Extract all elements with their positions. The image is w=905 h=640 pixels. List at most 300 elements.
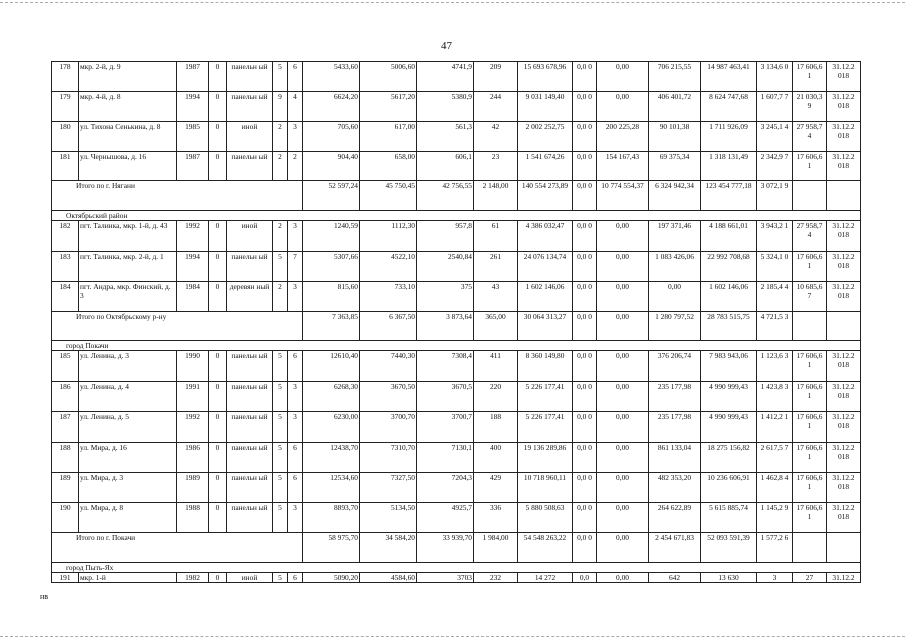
total-cell: 7 363,85 (303, 312, 360, 341)
table-row (52, 221, 861, 252)
table-cell: 9 (273, 92, 288, 122)
table-cell: 9 031 149,40 (518, 92, 573, 122)
table-cell: 12438,70 (303, 443, 360, 473)
table-cell: 5 615 885,74 (701, 503, 757, 533)
table-cell: 235 177,98 (649, 382, 701, 412)
table-cell: 5090,20 (303, 573, 360, 583)
table-cell: 21 030,3 9 (793, 92, 827, 122)
table-cell: 17 606,6 1 (793, 443, 827, 473)
table-cell: 0,0 0 (573, 443, 597, 473)
table-cell: 0 (209, 252, 227, 282)
table-row (52, 152, 861, 181)
table-cell: 31.12.2 018 (827, 252, 861, 282)
table-cell: мкр. 2-й, д. 9 (79, 62, 177, 92)
table-cell: 27 958,7 4 (793, 122, 827, 152)
table-cell: мкр. 4-й, д. 8 (79, 92, 177, 122)
table-cell: 31.12.2 018 (827, 152, 861, 181)
table-cell: 0,0 (573, 573, 597, 583)
table-cell: 6624,20 (303, 92, 360, 122)
table-cell: 8 624 747,68 (701, 92, 757, 122)
table-cell: 12610,40 (303, 351, 360, 382)
table-cell: 0,00 (597, 351, 649, 382)
total-cell: 34 584,20 (360, 533, 417, 563)
table-cell: 3 134,6 0 (757, 62, 793, 92)
table-row (52, 503, 861, 533)
table-cell: 705,60 (303, 122, 360, 152)
table-cell: 3 (288, 382, 303, 412)
total-row (52, 533, 861, 563)
table-cell: 17 606,6 1 (793, 503, 827, 533)
table-cell: 0,00 (597, 282, 649, 312)
table-cell: 19 136 289,86 (518, 443, 573, 473)
table-cell: ул. Ленина, д. 5 (79, 412, 177, 443)
total-cell: 0,0 0 (573, 312, 597, 341)
table-cell: 42 (474, 122, 518, 152)
table-cell: 2 (273, 282, 288, 312)
table-cell: иной (227, 122, 273, 152)
section-header: город Покачи (52, 341, 861, 351)
table-cell: 190 (52, 503, 79, 533)
table-cell: 3 943,2 1 (757, 221, 793, 252)
table-row (52, 351, 861, 382)
table-cell: ул. Ленина, д. 3 (79, 351, 177, 382)
table-cell: 1 462,8 4 (757, 473, 793, 503)
table-cell: 6 (288, 351, 303, 382)
table-cell: 10 685,6 7 (793, 282, 827, 312)
table-cell: пгт. Андра, мкр. Финский, д. 3 (79, 282, 177, 312)
table-cell: 376 206,74 (649, 351, 701, 382)
table-cell: 0 (209, 503, 227, 533)
table-cell: 0,0 0 (573, 152, 597, 181)
table-cell: 17 606,6 1 (793, 412, 827, 443)
table-cell: 1240,59 (303, 221, 360, 252)
table-cell: 0,00 (597, 382, 649, 412)
table-cell: 12534,60 (303, 473, 360, 503)
table-cell: 31.12.2 018 (827, 122, 861, 152)
total-cell: 58 975,70 (303, 533, 360, 563)
table-cell: 1 412,2 1 (757, 412, 793, 443)
table-cell: 220 (474, 382, 518, 412)
table-cell: 3670,5 (417, 382, 474, 412)
table-row (52, 573, 861, 583)
table-cell: 6 (288, 62, 303, 92)
table-cell: 1 123,6 3 (757, 351, 793, 382)
table-cell: 375 (417, 282, 474, 312)
table-cell: панельн ый (227, 473, 273, 503)
total-cell: 123 454 777,18 (701, 181, 757, 211)
table-cell: 0,0 0 (573, 412, 597, 443)
table-cell: 4925,7 (417, 503, 474, 533)
section-header: город Пыть-Ях (52, 563, 861, 573)
table-cell: 1984 (177, 282, 209, 312)
table-cell: 0 (209, 382, 227, 412)
total-cell: 1 577,2 6 (757, 533, 793, 563)
table-cell: 0 (209, 473, 227, 503)
total-cell: 6 367,50 (360, 312, 417, 341)
table-cell: 1 541 674,26 (518, 152, 573, 181)
table-cell: 4 (288, 92, 303, 122)
table-cell: панельн ый (227, 92, 273, 122)
table-cell: 4 990 999,43 (701, 382, 757, 412)
table-cell: 3700,7 (417, 412, 474, 443)
table-cell: 1 083 426,06 (649, 252, 701, 282)
table-cell: 5006,60 (360, 62, 417, 92)
table-cell: 0,00 (597, 412, 649, 443)
table-cell: иной (227, 221, 273, 252)
table-cell: 189 (52, 473, 79, 503)
table-cell: 0,00 (649, 282, 701, 312)
table-cell: 7308,4 (417, 351, 474, 382)
table-cell: 31.12.2 018 (827, 282, 861, 312)
total-label: Итого по Октябрьскому р-ну (52, 312, 303, 341)
table-cell: 482 353,20 (649, 473, 701, 503)
table-cell: 1982 (177, 573, 209, 583)
table-cell: 8893,70 (303, 503, 360, 533)
table-cell: 69 375,34 (649, 152, 701, 181)
table-cell: 406 401,72 (649, 92, 701, 122)
table-cell: 3 (288, 282, 303, 312)
table-cell: 0 (209, 92, 227, 122)
table-cell: 1987 (177, 62, 209, 92)
table-cell: 18 275 156,82 (701, 443, 757, 473)
table-cell: ул. Мира, д. 3 (79, 473, 177, 503)
table-cell: 0 (209, 443, 227, 473)
table-cell: 0 (209, 412, 227, 443)
table-cell: 1 602 146,06 (701, 282, 757, 312)
table-row (52, 473, 861, 503)
table-cell: 0,0 0 (573, 282, 597, 312)
table-cell: панельн ый (227, 412, 273, 443)
table-cell: панельн ый (227, 503, 273, 533)
table-cell: 188 (474, 412, 518, 443)
table-cell: мкр. 1-й (79, 573, 177, 583)
table-cell: ул. Мира, д. 8 (79, 503, 177, 533)
table-cell: 7 983 943,06 (701, 351, 757, 382)
table-cell: 5 (273, 573, 288, 583)
table-cell: 10 236 606,91 (701, 473, 757, 503)
table-cell: 17 606,6 1 (793, 382, 827, 412)
section-header-row (52, 211, 861, 221)
table-cell: 1994 (177, 252, 209, 282)
table-cell: 4 386 032,47 (518, 221, 573, 252)
total-row (52, 312, 861, 341)
table-row (52, 252, 861, 282)
table-cell: 5 (273, 382, 288, 412)
table-cell: 5 (273, 412, 288, 443)
table-cell: 0 (209, 122, 227, 152)
table-cell: 0,0 0 (573, 252, 597, 282)
table-cell: панельн ый (227, 152, 273, 181)
total-cell: 0,0 0 (573, 181, 597, 211)
table-cell: 10 718 960,11 (518, 473, 573, 503)
footer-mark: нв (40, 592, 49, 601)
top-edge-line (0, 2, 905, 3)
table-cell: 1 318 131,49 (701, 152, 757, 181)
table-cell: 3 (288, 412, 303, 443)
table-cell: пгт. Талинка, мкр. 1-й, д. 43 (79, 221, 177, 252)
table-cell: 957,8 (417, 221, 474, 252)
table-cell: 1 711 926,09 (701, 122, 757, 152)
table-cell: 7130,1 (417, 443, 474, 473)
table-cell: 5 226 177,41 (518, 382, 573, 412)
table-cell: 1994 (177, 92, 209, 122)
table-cell: 17 606,6 1 (793, 62, 827, 92)
table-cell: 23 (474, 152, 518, 181)
table-cell: 0,0 0 (573, 122, 597, 152)
total-cell: 52 093 591,39 (701, 533, 757, 563)
table-cell: 1987 (177, 152, 209, 181)
table-cell: 5134,50 (360, 503, 417, 533)
table-cell: 3670,50 (360, 382, 417, 412)
table-cell: 6 (288, 473, 303, 503)
table-cell: 0,00 (597, 92, 649, 122)
table-cell: 188 (52, 443, 79, 473)
table-cell: 0,00 (597, 573, 649, 583)
section-header-row (52, 341, 861, 351)
table-cell: 2 (273, 122, 288, 152)
table-cell: 6 (288, 443, 303, 473)
table-cell: 3 (288, 122, 303, 152)
table-cell: панельн ый (227, 252, 273, 282)
table-cell: 4741,9 (417, 62, 474, 92)
section-header-row (52, 563, 861, 573)
table-cell: 5380,9 (417, 92, 474, 122)
table-cell: 2 617,5 7 (757, 443, 793, 473)
table-cell: 7327,50 (360, 473, 417, 503)
table-cell: 13 630 (701, 573, 757, 583)
table-cell: деревян ный (227, 282, 273, 312)
table-cell: 17 606,6 1 (793, 473, 827, 503)
table-cell: 0 (209, 282, 227, 312)
table-cell: 6 (288, 573, 303, 583)
table-cell: 2 002 252,75 (518, 122, 573, 152)
table-cell: 815,60 (303, 282, 360, 312)
total-cell: 1 280 797,52 (649, 312, 701, 341)
table-row (52, 412, 861, 443)
table-cell: 197 371,46 (649, 221, 701, 252)
bottom-edge-line (0, 636, 905, 637)
table-cell: 0,00 (597, 503, 649, 533)
table-cell: 191 (52, 573, 79, 583)
table-cell: 244 (474, 92, 518, 122)
table-cell: 31.12.2 018 (827, 62, 861, 92)
total-cell: 54 548 263,22 (518, 533, 573, 563)
table-row (52, 282, 861, 312)
table-cell: 1 607,7 7 (757, 92, 793, 122)
table-cell: 179 (52, 92, 79, 122)
table-cell: 90 101,38 (649, 122, 701, 152)
total-cell: 3 873,64 (417, 312, 474, 341)
table-cell: 0 (209, 221, 227, 252)
table-cell: 1 423,8 3 (757, 382, 793, 412)
total-cell: 45 750,45 (360, 181, 417, 211)
table-cell: 186 (52, 382, 79, 412)
table-cell: 606,1 (417, 152, 474, 181)
table-cell: 14 987 463,41 (701, 62, 757, 92)
total-cell (793, 533, 827, 563)
table-cell: 0,0 0 (573, 473, 597, 503)
table-cell: 0,00 (597, 252, 649, 282)
table-cell: 184 (52, 282, 79, 312)
table-cell: 336 (474, 503, 518, 533)
table-cell: панельн ый (227, 62, 273, 92)
table-cell: 15 693 678,96 (518, 62, 573, 92)
total-cell (793, 312, 827, 341)
table-cell: 31.12.2 (827, 573, 861, 583)
table-row (52, 382, 861, 412)
table-cell: ул. Ленина, д. 4 (79, 382, 177, 412)
table-cell: 17 606,6 1 (793, 351, 827, 382)
table-cell: 5 (273, 351, 288, 382)
total-cell: 4 721,5 3 (757, 312, 793, 341)
total-cell: 140 554 273,89 (518, 181, 573, 211)
total-cell (793, 181, 827, 211)
table-cell: 31.12.2 018 (827, 351, 861, 382)
table-cell: 3700,70 (360, 412, 417, 443)
table-cell: 0,0 0 (573, 62, 597, 92)
table-cell: 31.12.2 018 (827, 503, 861, 533)
table-cell: 4522,10 (360, 252, 417, 282)
table-cell: 27 (793, 573, 827, 583)
table-cell: 1988 (177, 503, 209, 533)
table-row (52, 92, 861, 122)
table-cell: 5 226 177,41 (518, 412, 573, 443)
table-cell: 31.12.2 018 (827, 221, 861, 252)
table-cell: 182 (52, 221, 79, 252)
total-cell: 0,00 (597, 533, 649, 563)
table-cell: 22 992 708,68 (701, 252, 757, 282)
table-row (52, 443, 861, 473)
table-cell: 1985 (177, 122, 209, 152)
table-cell: 5 880 508,63 (518, 503, 573, 533)
total-cell: 28 783 515,75 (701, 312, 757, 341)
table-cell: 3 (757, 573, 793, 583)
table-cell: 1 145,2 9 (757, 503, 793, 533)
total-cell: 1 984,00 (474, 533, 518, 563)
table-cell: 178 (52, 62, 79, 92)
table-cell: 5 (273, 473, 288, 503)
table-cell: 2 (273, 152, 288, 181)
table-cell: 5433,60 (303, 62, 360, 92)
table-cell: 1 602 146,06 (518, 282, 573, 312)
table-cell: панельн ый (227, 351, 273, 382)
table-cell: 2 342,9 7 (757, 152, 793, 181)
table-cell: 0,00 (597, 443, 649, 473)
table-cell: 187 (52, 412, 79, 443)
table-cell: 264 622,89 (649, 503, 701, 533)
table-cell: 5617,20 (360, 92, 417, 122)
table-cell: 0,00 (597, 62, 649, 92)
table-cell: 0,0 0 (573, 92, 597, 122)
table-cell: 181 (52, 152, 79, 181)
total-cell: 3 072,1 9 (757, 181, 793, 211)
total-cell: 2 148,00 (474, 181, 518, 211)
table-cell: 617,00 (360, 122, 417, 152)
table-cell: 0,00 (597, 473, 649, 503)
table-cell: 17 606,6 1 (793, 252, 827, 282)
table-cell: 2 (288, 152, 303, 181)
table-cell: 180 (52, 122, 79, 152)
table-cell: 4 990 999,43 (701, 412, 757, 443)
table-cell: 8 360 149,80 (518, 351, 573, 382)
total-cell: 42 756,55 (417, 181, 474, 211)
table-cell: 400 (474, 443, 518, 473)
total-cell: 365,00 (474, 312, 518, 341)
housing-table (51, 61, 861, 583)
page-number: 47 (441, 40, 452, 52)
table-cell: 733,10 (360, 282, 417, 312)
table-cell: 0 (209, 62, 227, 92)
table-cell: 658,00 (360, 152, 417, 181)
table-cell: 7204,3 (417, 473, 474, 503)
table-cell: 861 133,04 (649, 443, 701, 473)
table-cell: 0,0 0 (573, 382, 597, 412)
table-cell: 31.12.2 018 (827, 92, 861, 122)
total-cell: 30 064 313,27 (518, 312, 573, 341)
table-cell: 706 215,55 (649, 62, 701, 92)
table-cell: 185 (52, 351, 79, 382)
table-cell: 3 (288, 221, 303, 252)
table-cell: 642 (649, 573, 701, 583)
table-cell: 1992 (177, 412, 209, 443)
table-cell: 1112,30 (360, 221, 417, 252)
table-cell: 5 (273, 252, 288, 282)
table-cell: 232 (474, 573, 518, 583)
total-cell: 33 939,70 (417, 533, 474, 563)
table-cell: 61 (474, 221, 518, 252)
table-cell: 411 (474, 351, 518, 382)
table-cell: 1990 (177, 351, 209, 382)
table-cell: 235 177,98 (649, 412, 701, 443)
table-cell: 209 (474, 62, 518, 92)
table-cell: 4 188 661,01 (701, 221, 757, 252)
table-cell: 4584,60 (360, 573, 417, 583)
table-cell: 1989 (177, 473, 209, 503)
table-cell: 3 (288, 503, 303, 533)
table-cell: 154 167,43 (597, 152, 649, 181)
table-cell: 24 076 134,74 (518, 252, 573, 282)
table-cell: 31.12.2 018 (827, 412, 861, 443)
table-cell: пгт. Талинка, мкр. 2-й, д. 1 (79, 252, 177, 282)
table-row (52, 122, 861, 152)
total-cell: 0,0 0 (573, 533, 597, 563)
table-cell: 7440,30 (360, 351, 417, 382)
table-cell: 7 (288, 252, 303, 282)
table-cell: 1992 (177, 221, 209, 252)
table-cell: 2 (273, 221, 288, 252)
table-cell: 904,40 (303, 152, 360, 181)
table-cell: 261 (474, 252, 518, 282)
total-label: Итого по г. Нягани (52, 181, 303, 211)
table-cell: 31.12.2 018 (827, 443, 861, 473)
table-cell: 0,0 0 (573, 351, 597, 382)
table-cell: 14 272 (518, 573, 573, 583)
table-cell: 6230,00 (303, 412, 360, 443)
section-header: Октябрьский район (52, 211, 861, 221)
total-cell: 0,00 (597, 312, 649, 341)
table-cell: 561,3 (417, 122, 474, 152)
total-cell: 6 324 942,34 (649, 181, 701, 211)
table-cell: ул. Чернышова, д. 16 (79, 152, 177, 181)
table-cell: 3703 (417, 573, 474, 583)
total-cell (827, 533, 861, 563)
total-row (52, 181, 861, 211)
table-cell: 0,00 (597, 221, 649, 252)
table-cell: иной (227, 573, 273, 583)
table-cell: 0 (209, 573, 227, 583)
table-cell: 5 324,1 0 (757, 252, 793, 282)
table-cell: 5 (273, 503, 288, 533)
